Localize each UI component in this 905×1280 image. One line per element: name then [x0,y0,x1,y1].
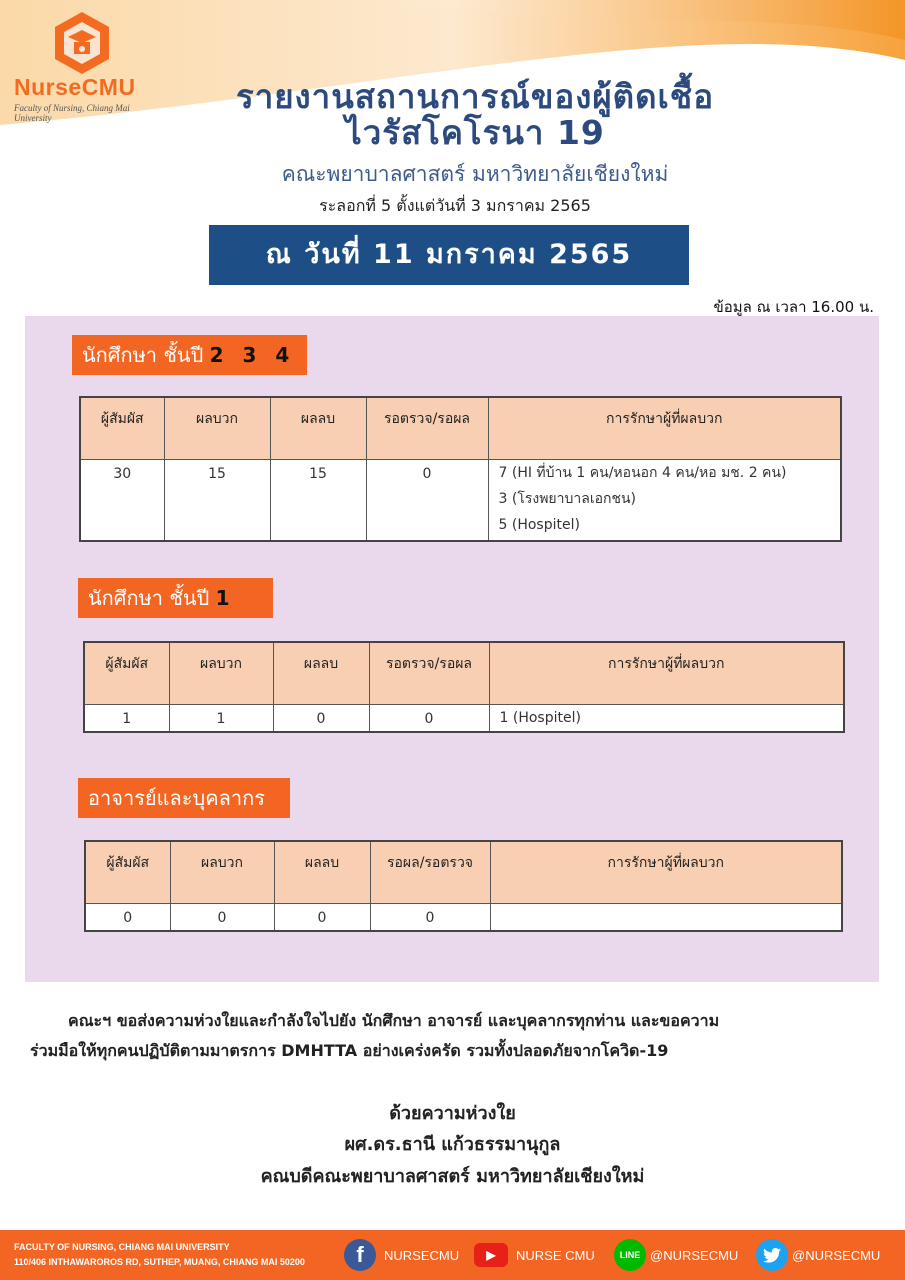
report-panel [25,316,879,982]
cell-positive: 0 [170,903,274,931]
header-negative: ผลลบ [273,642,369,704]
section-label-bold: 2 3 4 [209,343,296,367]
table-year-1 [83,641,845,733]
header-negative: ผลลบ [274,841,370,903]
section-label-bold: 1 [215,586,236,610]
header-treatment: การรักษาผู้ที่ผลบวก [490,841,842,903]
table-staff [84,840,843,932]
signature-greeting: ด้วยความห่วงใย [389,1103,516,1124]
nursecmu-hexagon-icon [52,10,112,76]
section-label-year-1 [78,578,273,618]
section-label-staff [78,778,290,818]
twitter-link[interactable] [756,1239,880,1271]
cell-contacts: 0 [85,903,170,931]
treatment-line: 5 (Hospitel) [498,516,580,533]
logo-name: NurseCMU [14,74,136,100]
report-date-banner: ณ วันที่ 11 มกราคม 2565 [209,225,689,285]
section-label-text: อาจารย์และบุคลากร [88,786,265,810]
cell-pending: 0 [369,704,489,732]
logo-subtitle: Faculty of Nursing, Chiang Mai University [14,103,130,123]
table-header-row [84,642,844,704]
header-treatment: การรักษาผู้ที่ผลบวก [489,642,844,704]
twitter-icon [756,1239,788,1271]
facebook-label: NURSECMU [384,1247,460,1263]
section-label-text: นักศึกษา ชั้นปี [82,343,210,367]
cell-negative: 0 [274,903,370,931]
table-year-2-3-4 [79,396,842,542]
twitter-label: @NURSECMU [792,1247,881,1263]
youtube-label: NURSE CMU [516,1247,595,1263]
youtube-icon: ▶ [474,1243,508,1267]
header-positive: ผลบวก [164,397,270,459]
cell-negative: 15 [270,459,366,541]
signature-name: ผศ.ดร.ธานี แก้วธรรมานุกูล [344,1134,561,1155]
footer-bar [0,1230,905,1280]
page-title-line1: รายงานสถานการณ์ของผู้ติดเชื้อ [235,77,715,116]
cell-pending: 0 [366,459,488,541]
closing-line1 [30,1006,885,1036]
treatment-line: 7 (HI ที่บ้าน 1 คน/หอนอก 4 คน/หอ มช. 2 คน) [498,464,787,481]
line-icon: LINE [614,1239,646,1271]
cell-positive: 15 [164,459,270,541]
closing-message [30,1006,885,1066]
signature-position: คณบดีคณะพยาบาลศาสตร์ มหาวิทยาลัยเชียงใหม่ [260,1166,645,1187]
footer-address-line1: FACULTY OF NURSING, CHIANG MAI UNIVERSITY [14,1242,230,1252]
table-row [80,459,841,541]
section-label-year-2-3-4 [72,335,307,375]
header-negative: ผลลบ [270,397,366,459]
cell-treatment [490,903,842,931]
header-pending: รอตรวจ/รอผล [366,397,488,459]
header-contacts: ผู้สัมผัส [84,642,169,704]
table-header-row [85,841,842,903]
facebook-icon: f [344,1239,376,1271]
closing-line2: ร่วมมือให้ทุกคนปฏิบัติตามมาตรการ DMHTTA อย่างเคร่งครัด รวมทั้งปลอดภัยจากโควิด-19 [30,1041,669,1060]
header-positive: ผลบวก [169,642,273,704]
closing-line1-text: คณะฯ ขอส่งความห่วงใยและกำลังใจไปยัง นักศึกษา อาจารย์ และบุคลากรทุกท่าน และขอความ [68,1011,720,1030]
faculty-subtitle: คณะพยาบาลศาสตร์ มหาวิทยาลัยเชียงใหม่ [281,162,669,186]
table-header-row [80,397,841,459]
header-pending: รอตรวจ/รอผล [369,642,489,704]
treatment-line: 3 (โรงพยาบาลเอกชน) [498,490,637,507]
facebook-link[interactable] [344,1239,459,1271]
section-label-text: นักศึกษา ชั้นปี [88,586,216,610]
cell-positive: 1 [169,704,273,732]
cell-pending: 0 [370,903,490,931]
cell-negative: 0 [273,704,369,732]
treatment-line: 1 (Hospitel) [499,709,581,726]
nursecmu-logo [14,10,154,123]
line-link[interactable] [614,1239,738,1271]
header-contacts: ผู้สัมผัส [80,397,164,459]
table-row [84,704,844,732]
table-row [85,903,842,931]
cell-treatment [489,704,844,732]
header-treatment: การรักษาผู้ที่ผลบวก [488,397,841,459]
cell-contacts: 1 [84,704,169,732]
data-time-note: ข้อมูล ณ เวลา 16.00 น. [713,298,874,316]
header-contacts: ผู้สัมผัส [85,841,170,903]
round-info: ระลอกที่ 5 ตั้งแต่วันที่ 3 มกราคม 2565 [319,196,591,215]
header-pending: รอผล/รอตรวจ [370,841,490,903]
youtube-link[interactable] [474,1239,595,1271]
cell-contacts: 30 [80,459,164,541]
line-label: @NURSECMU [650,1247,739,1263]
header-positive: ผลบวก [170,841,274,903]
page-title-line2: ไวรัสโคโรนา 19 [345,113,605,152]
footer-address-line2: 110/406 INTHAWAROROS RD, SUTHEP, MUANG, CHIANG MAI 50200 [14,1257,305,1267]
cell-treatment [488,459,841,541]
